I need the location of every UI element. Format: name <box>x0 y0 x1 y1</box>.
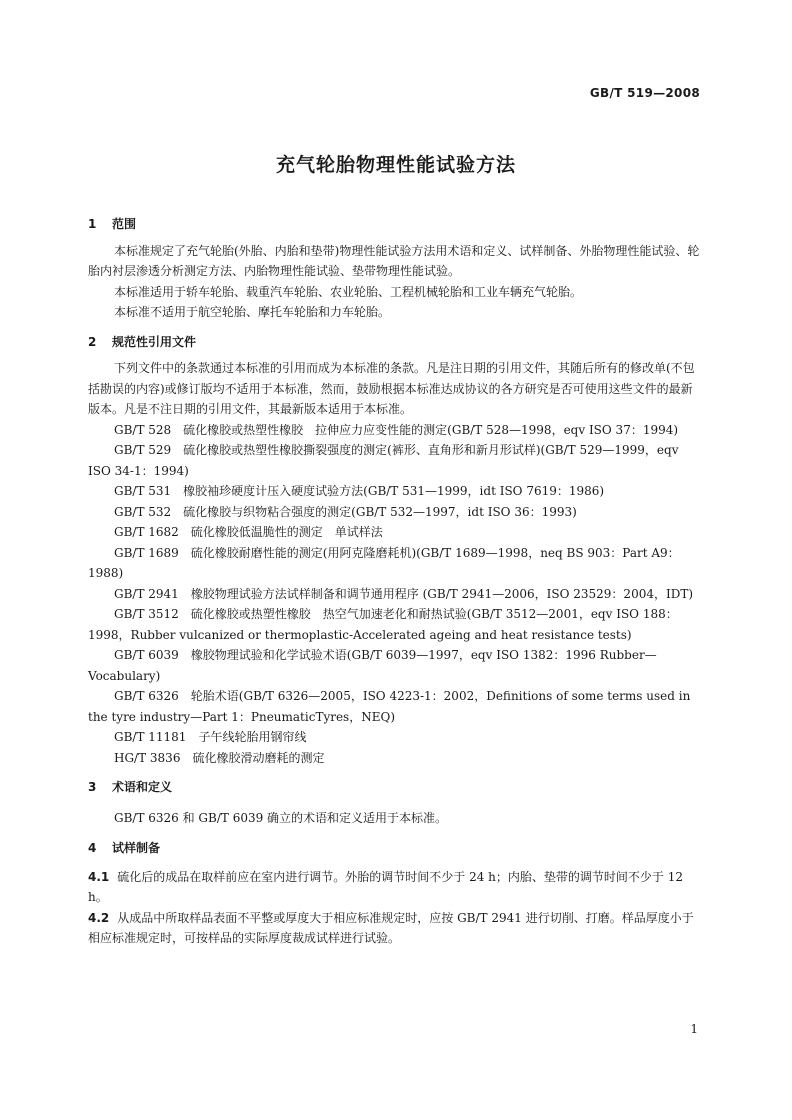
paragraph: 本标准规定了充气轮胎(外胎、内胎和垫带)物理性能试验方法用术语和定义、试样制备、外胎物理性能试验、轮胎内衬层渗透分析测定方法、内胎物理性能试验、垫带物理性能试验。 <box>88 243 700 278</box>
reference-item: GB/T 532 硫化橡胶与织物粘合强度的测定(GB/T 532—1997，idt ISO 36：1993) <box>114 504 577 519</box>
reference-item: GB/T 528 硫化橡胶或热塑性橡胶 拉伸应力应变性能的测定(GB/T 528—1998，eqv ISO 37：1994) <box>114 422 679 437</box>
clause-text: 硫化后的成品在取样前应在室内进行调节。外胎的调节时间不少于 24 h；内胎、垫带的调节时间不少于 12 h。 <box>88 869 683 904</box>
reference-item: GB/T 6326 轮胎术语(GB/T 6326—2005，ISO 4223-1：2002，Definitions of some terms used in the tyre industry—Part 1：PneumaticTyres，NEQ) <box>88 689 691 724</box>
paragraph: 下列文件中的条款通过本标准的引用而成为本标准的条款。凡是注日期的引用文件，其随后所有的修改单(不包括勘误的内容)或修订版均不适用于本标准，然而，鼓励根据本标准达成协议的各方研究是否可使用这些文件的最新版本。凡是不注日期的引用文件，其最新版本适用于本标准。 <box>88 361 695 416</box>
reference-item: HG/T 3836 硫化橡胶滑动磨耗的测定 <box>114 750 325 765</box>
reference-item: GB/T 6039 橡胶物理试验和化学试验术语(GB/T 6039—1997，eqv ISO 1382：1996 Rubber—Vocabulary) <box>88 648 657 683</box>
reference-item: GB/T 1689 硫化橡胶耐磨性能的测定(用阿克隆磨耗机)(GB/T 1689—1998，neq BS 903：Part A9：1988) <box>88 545 680 580</box>
section-title: 术语和定义 <box>112 780 173 794</box>
reference-item: GB/T 11181 子午线轮胎用钢帘线 <box>114 730 307 744</box>
clause-number: 4.1 <box>88 869 110 884</box>
document-title: 充气轮胎物理性能试验方法 <box>275 154 516 176</box>
reference-item: GB/T 1682 硫化橡胶低温脆性的测定 单试样法 <box>114 525 383 539</box>
paragraph: 本标准适用于轿车轮胎、载重汽车轮胎、农业轮胎、工程机械轮胎和工业车辆充气轮胎。 <box>114 284 583 299</box>
reference-item: GB/T 531 橡胶袖珍硬度计压入硬度试验方法(GB/T 531—1999，idt ISO 7619：1986) <box>114 484 605 498</box>
section-4-heading <box>88 838 704 859</box>
section-2-heading <box>88 332 704 353</box>
section-title: 试样制备 <box>112 841 161 855</box>
section-title: 范围 <box>112 217 137 231</box>
reference-item: GB/T 3512 硫化橡胶或热塑性橡胶 热空气加速老化和耐热试验(GB/T 3512—2001，eqv ISO 188：1998，Rubber vulcanized or thermoplastic-Accelerated ageing and heat resistance tests) <box>88 607 678 642</box>
section-number: 3 <box>88 780 97 794</box>
section-number: 1 <box>88 217 97 231</box>
section-title: 规范性引用文件 <box>112 334 197 349</box>
clause-4-1 <box>88 867 704 908</box>
standard-number: GB/T 519—2008 <box>589 86 700 100</box>
clause-number: 4.2 <box>88 910 110 925</box>
section-number: 2 <box>88 334 97 349</box>
section-1-heading <box>88 214 704 235</box>
clause-4-2 <box>88 908 704 949</box>
paragraph: GB/T 6326 和 GB/T 6039 确立的术语和定义适用于本标准。 <box>114 810 448 825</box>
section-number: 4 <box>88 841 97 855</box>
section-3-heading <box>88 777 704 798</box>
document-body <box>88 214 704 949</box>
reference-item: GB/T 2941 橡胶物理试验方法试样制备和调节通用程序 (GB/T 2941—2006，ISO 23529：2004，IDT) <box>114 586 694 601</box>
paragraph: 本标准不适用于航空轮胎、摩托车轮胎和力车轮胎。 <box>114 305 391 319</box>
reference-item: GB/T 529 硫化橡胶或热塑性橡胶撕裂强度的测定(裤形、直角形和新月形试样)(GB/T 529—1999，eqv ISO 34-1：1994) <box>88 443 679 478</box>
clause-text: 从成品中所取样品表面不平整或厚度大于相应标准规定时，应按 GB/T 2941 进行切削、打磨。样品厚度小于相应标准规定时，可按样品的实际厚度裁成试样进行试验。 <box>88 910 694 945</box>
page-number: 1 <box>690 1022 698 1036</box>
